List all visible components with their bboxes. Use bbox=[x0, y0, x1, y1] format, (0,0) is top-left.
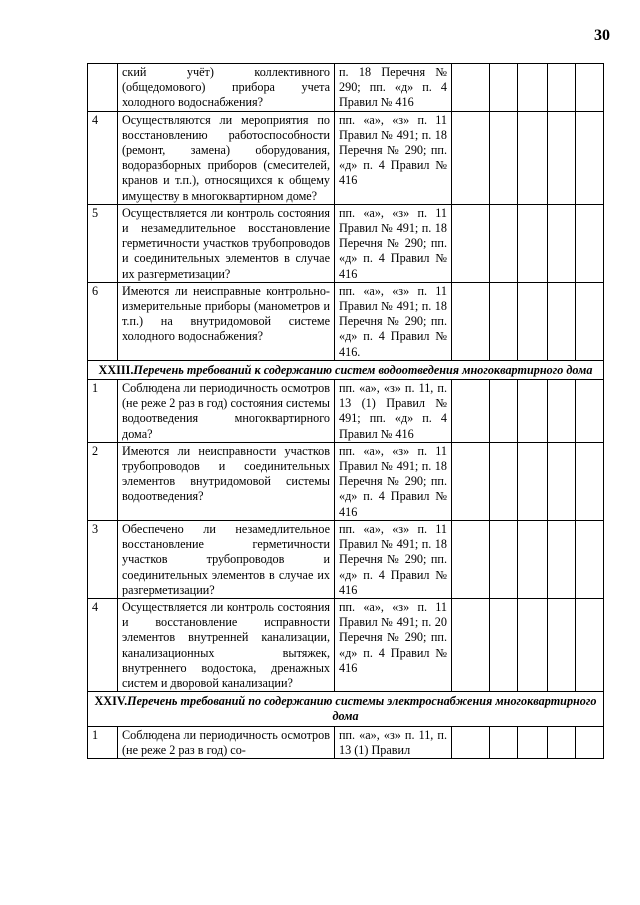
table-row bbox=[88, 64, 604, 112]
legal-references: пп. «а», «з» п. 11 Правил № 491; п. 20 Перечня № 290; пп. «д» п. 4 Правил № 416 bbox=[335, 598, 452, 691]
answer-cell bbox=[490, 726, 518, 758]
section-header-row bbox=[88, 692, 604, 726]
row-number: 4 bbox=[88, 111, 118, 204]
row-number: 6 bbox=[88, 282, 118, 360]
answer-cell bbox=[548, 442, 576, 520]
answer-cell bbox=[548, 111, 576, 204]
answer-cell bbox=[490, 204, 518, 282]
row-number: 4 bbox=[88, 598, 118, 691]
page-number: 30 bbox=[594, 27, 610, 44]
section-title: Перечень требований по содержанию системы электроснабжения многоквартирного дома bbox=[127, 694, 597, 724]
row-number: 1 bbox=[88, 380, 118, 443]
answer-cell bbox=[518, 598, 548, 691]
answer-cell bbox=[576, 380, 604, 443]
table-row bbox=[88, 204, 604, 282]
legal-references: пп. «а», «з» п. 11 Правил № 491; п. 18 Перечня № 290; пп. «д» п. 4 Правил № 416 bbox=[335, 520, 452, 598]
answer-cell bbox=[548, 380, 576, 443]
answer-cell bbox=[452, 111, 490, 204]
section-header-row bbox=[88, 360, 604, 379]
table-row bbox=[88, 598, 604, 691]
answer-cell bbox=[452, 442, 490, 520]
answer-cell bbox=[452, 520, 490, 598]
question-text: Осуществляется ли контроль состояния и незамедлительное восстановление герметичности участков трубопроводов и соединительных элементов в случае их разгерметизации? bbox=[118, 204, 335, 282]
answer-cell bbox=[490, 111, 518, 204]
legal-references: пп. «а», «з» п. 11, п. 13 (1) Правил bbox=[335, 726, 452, 758]
answer-cell bbox=[576, 204, 604, 282]
answer-cell bbox=[518, 520, 548, 598]
legal-references: пп. «а», «з» п. 11 Правил № 491; п. 18 Перечня № 290; пп. «д» п. 4 Правил № 416 bbox=[335, 204, 452, 282]
answer-cell bbox=[490, 520, 518, 598]
checklist-table bbox=[87, 63, 604, 759]
row-number: 1 bbox=[88, 726, 118, 758]
answer-cell bbox=[452, 204, 490, 282]
legal-references: пп. «а», «з» п. 11 Правил № 491; п. 18 Перечня № 290; пп. «д» п. 4 Правил № 416 bbox=[335, 442, 452, 520]
answer-cell bbox=[518, 64, 548, 112]
row-number: 3 bbox=[88, 520, 118, 598]
answer-cell bbox=[548, 726, 576, 758]
row-number: 5 bbox=[88, 204, 118, 282]
legal-references: п. 18 Перечня № 290; пп. «д» п. 4 Правил № 416 bbox=[335, 64, 452, 112]
table-row bbox=[88, 111, 604, 204]
answer-cell bbox=[576, 726, 604, 758]
answer-cell bbox=[576, 442, 604, 520]
table-row bbox=[88, 726, 604, 758]
answer-cell bbox=[548, 520, 576, 598]
answer-cell bbox=[518, 204, 548, 282]
answer-cell bbox=[452, 726, 490, 758]
legal-references: пп. «а», «з» п. 11, п. 13 (1) Правил № 491; пп. «д» п. 4 Правил № 416 bbox=[335, 380, 452, 443]
question-text: Имеются ли неисправные контрольно-измерительные приборы (манометров и т.п.) на внутридомовой системе холодного водоснабжения? bbox=[118, 282, 335, 360]
answer-cell bbox=[518, 111, 548, 204]
answer-cell bbox=[548, 282, 576, 360]
answer-cell bbox=[452, 380, 490, 443]
answer-cell bbox=[518, 282, 548, 360]
answer-cell bbox=[576, 282, 604, 360]
answer-cell bbox=[576, 64, 604, 112]
section-header bbox=[88, 692, 604, 726]
answer-cell bbox=[490, 282, 518, 360]
answer-cell bbox=[576, 520, 604, 598]
answer-cell bbox=[576, 111, 604, 204]
table-row bbox=[88, 520, 604, 598]
answer-cell bbox=[518, 726, 548, 758]
legal-references: пп. «а», «з» п. 11 Правил № 491; п. 18 Перечня № 290; пп. «д» п. 4 Правил № 416. bbox=[335, 282, 452, 360]
question-text: Осуществляется ли контроль состояния и восстановление исправности элементов внутренней канализации, канализационных вытяжек, внутреннего водостока, дренажных систем и дворовой канализации? bbox=[118, 598, 335, 691]
question-text: ский учёт) коллективного (общедомового) прибора учета холодного водоснабжения? bbox=[118, 64, 335, 112]
section-roman-numeral: XXIV. bbox=[94, 694, 128, 709]
section-header bbox=[88, 360, 604, 379]
answer-cell bbox=[518, 380, 548, 443]
legal-references: пп. «а», «з» п. 11 Правил № 491; п. 18 Перечня № 290; пп. «д» п. 4 Правил № 416 bbox=[335, 111, 452, 204]
answer-cell bbox=[490, 442, 518, 520]
question-text: Имеются ли неисправности участков трубопроводов и соединительных элементов внутридомовой системы водоотведения? bbox=[118, 442, 335, 520]
question-text: Обеспечено ли незамедлительное восстановление герметичности участков трубопроводов и соединительных элементов в случае их разгерметизации? bbox=[118, 520, 335, 598]
section-roman-numeral: XXIII. bbox=[98, 362, 134, 377]
answer-cell bbox=[490, 64, 518, 112]
answer-cell bbox=[576, 598, 604, 691]
answer-cell bbox=[548, 64, 576, 112]
answer-cell bbox=[490, 380, 518, 443]
row-number bbox=[88, 64, 118, 112]
question-text: Осуществляются ли мероприятия по восстановлению работоспособности (ремонт, замена) оборудования, водоразборных приборов (смесителей, кранов и т.п.), относящихся к общему имуществу в многоквартирном доме? bbox=[118, 111, 335, 204]
answer-cell bbox=[548, 204, 576, 282]
question-text: Соблюдена ли периодичность осмотров (не реже 2 раз в год) со- bbox=[118, 726, 335, 758]
answer-cell bbox=[452, 64, 490, 112]
table-row bbox=[88, 380, 604, 443]
answer-cell bbox=[518, 442, 548, 520]
row-number: 2 bbox=[88, 442, 118, 520]
answer-cell bbox=[452, 282, 490, 360]
answer-cell bbox=[452, 598, 490, 691]
question-text: Соблюдена ли периодичность осмотров (не реже 2 раз в год) состояния системы водоотведения многоквартирного дома? bbox=[118, 380, 335, 443]
answer-cell bbox=[490, 598, 518, 691]
table-row bbox=[88, 282, 604, 360]
section-title: Перечень требований к содержанию систем водоотведения многоквартирного дома bbox=[133, 362, 593, 377]
answer-cell bbox=[548, 598, 576, 691]
table-row bbox=[88, 442, 604, 520]
